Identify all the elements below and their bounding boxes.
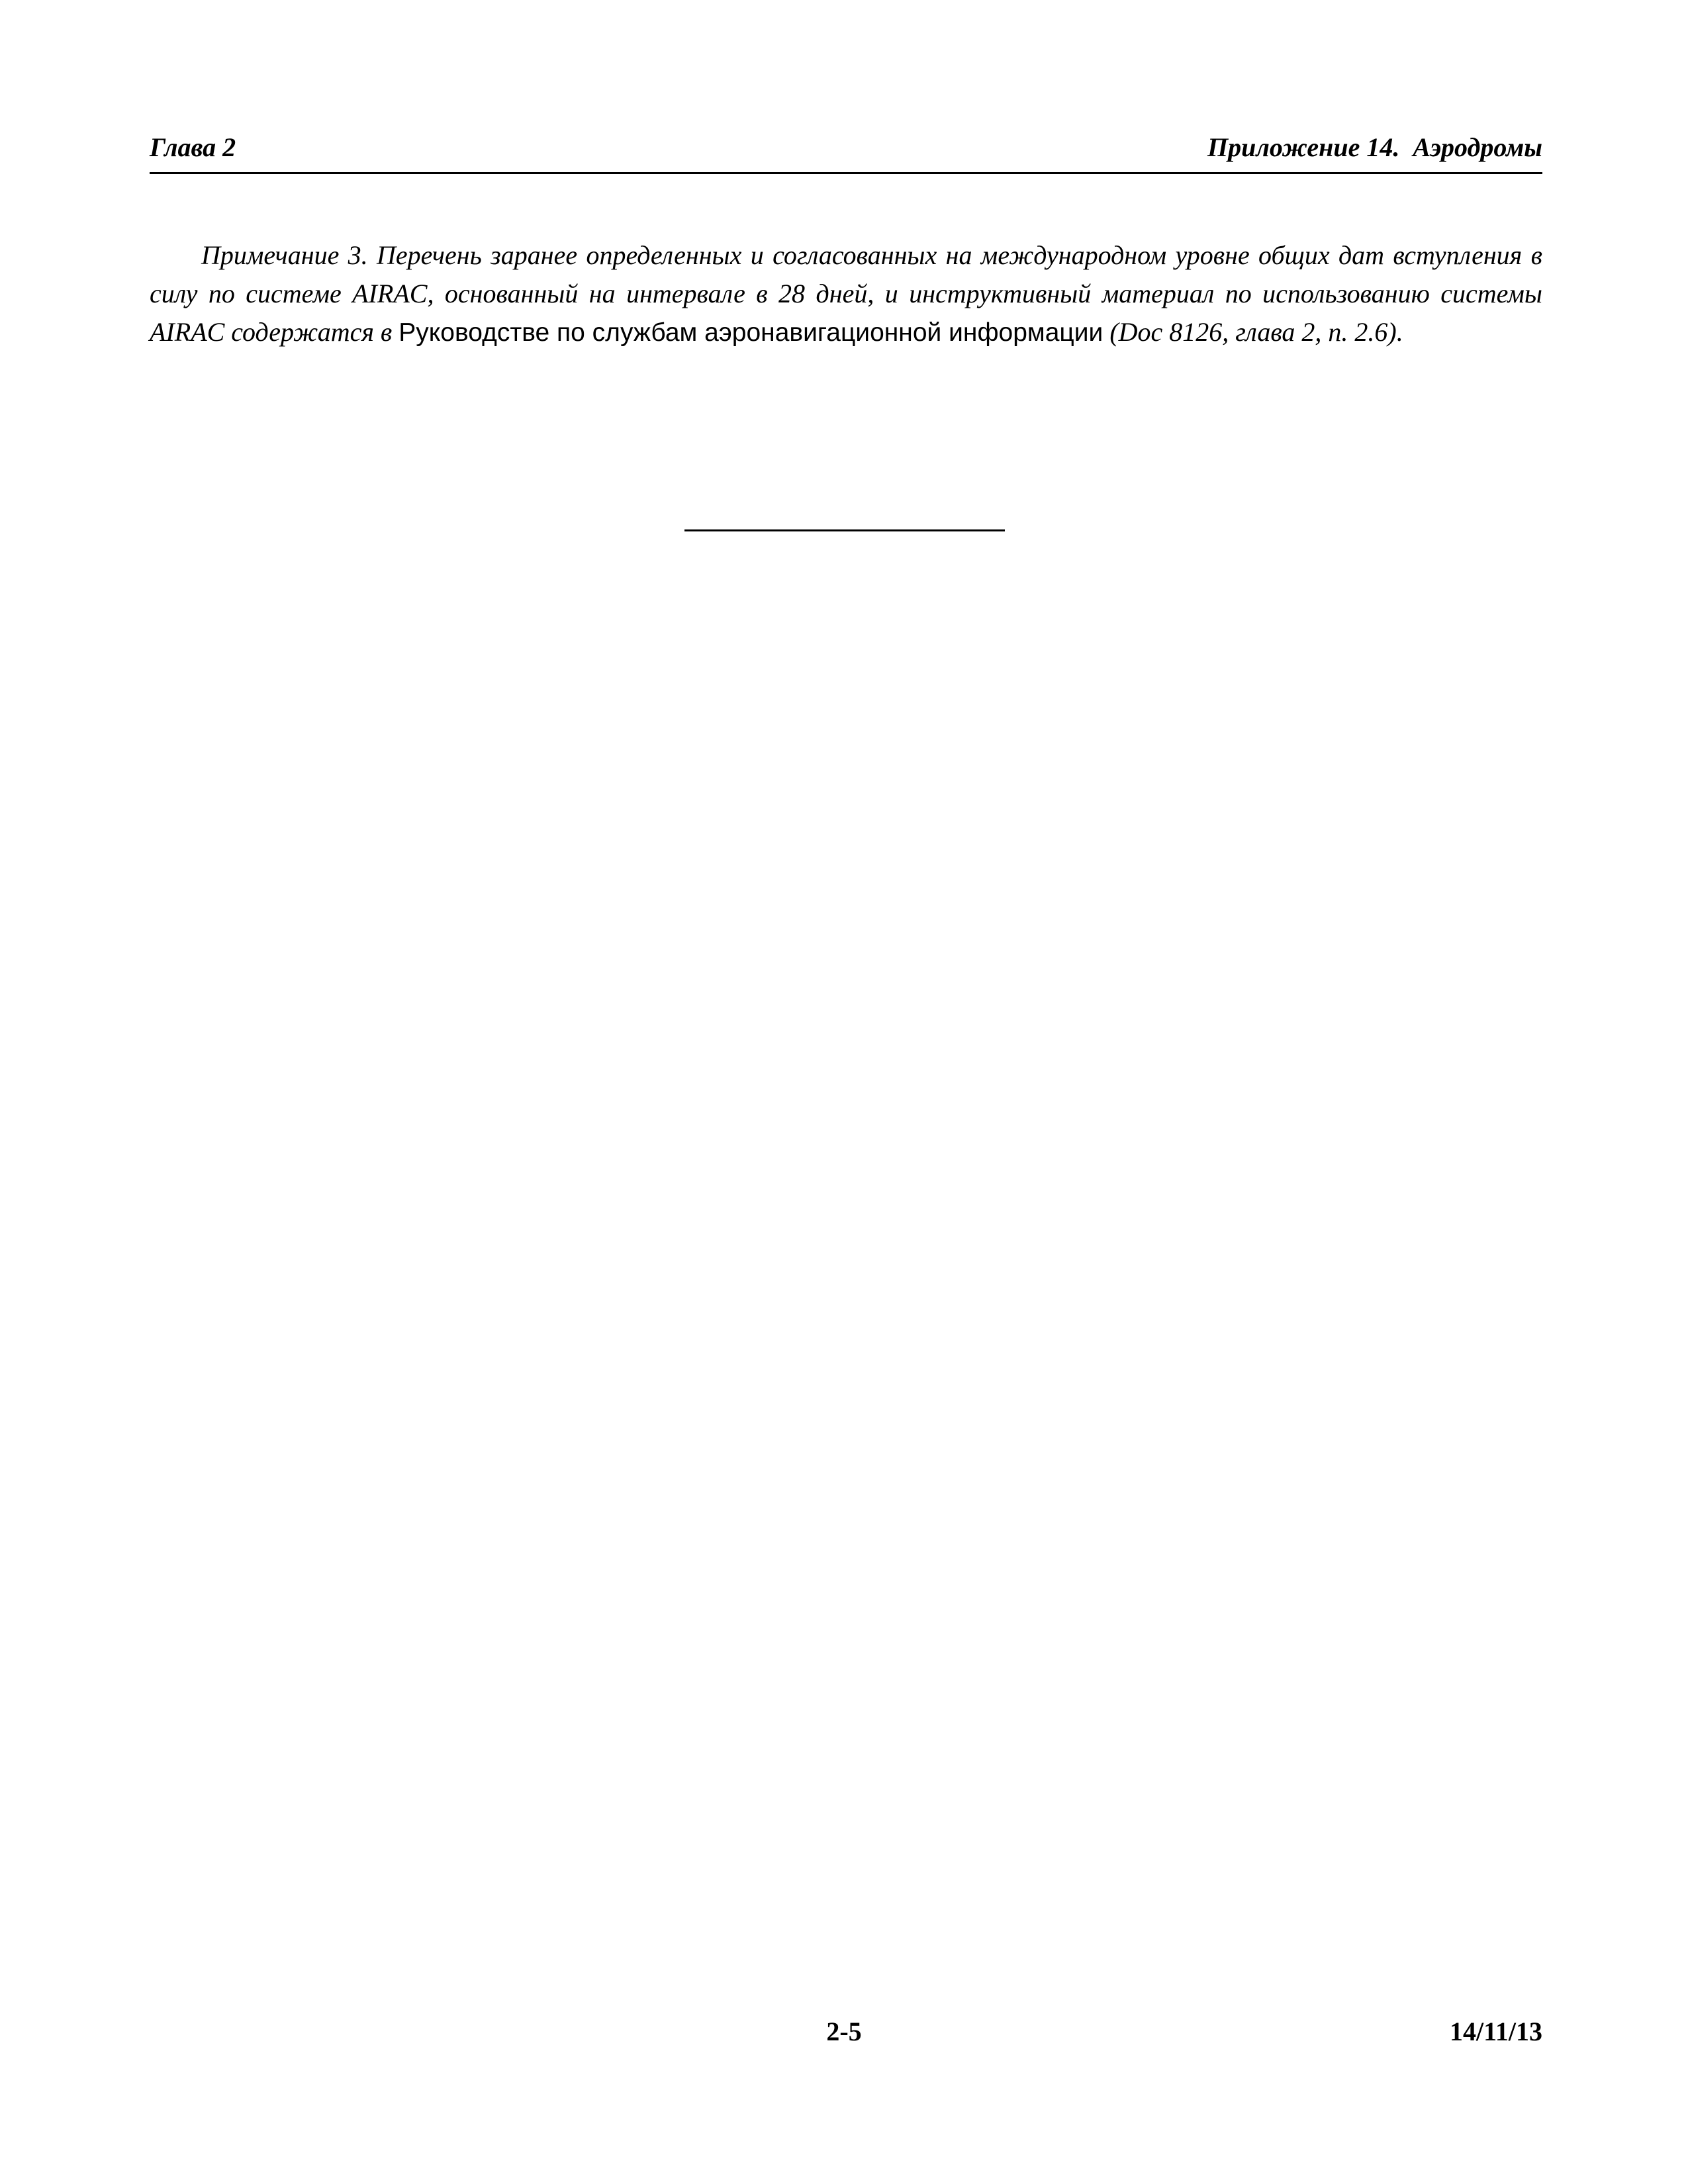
note-text-start: Примечание 3. Перечень заранее определенных и согласованных на международном уровне общих дат вступления в силу по системе AIRAC, основанный на интервале в 28 дней, и инструктивный материал по использованию системы AIRAC содержатся в — [150, 240, 1542, 347]
footer-date: 14/11/13 — [1449, 2017, 1542, 2046]
end-of-chapter-rule — [684, 529, 1005, 531]
note-paragraph — [150, 236, 1542, 352]
page-header — [150, 130, 1542, 174]
page-number: 2-5 — [826, 2017, 862, 2046]
annex-title: Приложение 14. Аэродромы — [1207, 132, 1542, 162]
note-text-end: (Doc 8126, глава 2, п. 2.6). — [1103, 317, 1403, 347]
doc-title-reference: Руководстве по службам аэронавигационной информации — [399, 318, 1103, 347]
chapter-label: Глава 2 — [150, 132, 236, 162]
